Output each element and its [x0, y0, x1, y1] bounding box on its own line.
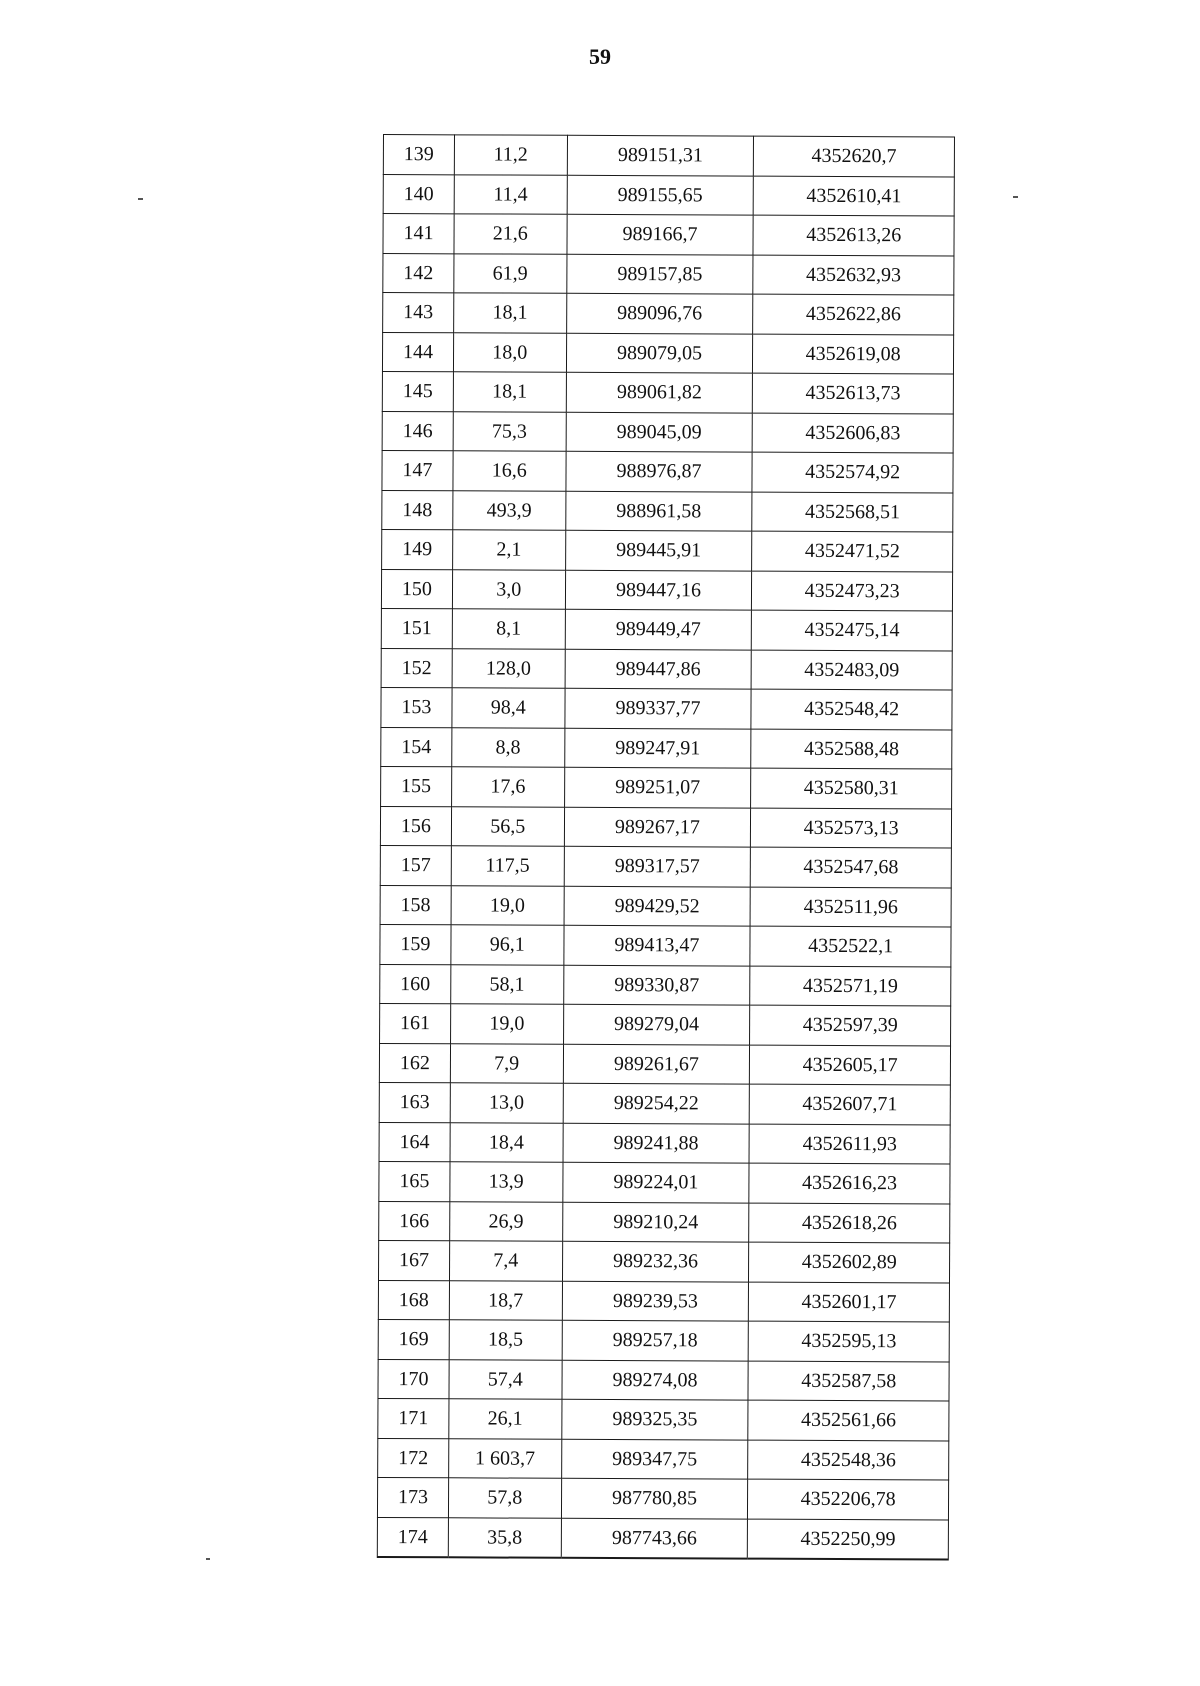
point-number-cell: 139: [383, 135, 454, 175]
y-coordinate-cell: 4352475,14: [752, 610, 953, 650]
table-row: [383, 135, 954, 177]
segment-length-cell: 18,0: [453, 332, 566, 372]
point-number-cell: 152: [381, 648, 452, 688]
x-coordinate-cell: 989429,52: [564, 886, 751, 926]
table-row: [382, 411, 953, 453]
table-row: [380, 1003, 951, 1045]
x-coordinate-cell: 989261,67: [563, 1044, 750, 1084]
segment-length-cell: 18,7: [449, 1280, 562, 1320]
segment-length-cell: 26,9: [450, 1201, 563, 1241]
segment-length-cell: 11,2: [454, 135, 567, 175]
page-number: 59: [589, 44, 611, 69]
segment-length-cell: 98,4: [452, 688, 565, 728]
x-coordinate-cell: 989210,24: [562, 1202, 749, 1242]
x-coordinate-cell: 989274,08: [562, 1360, 749, 1400]
table-row: [381, 648, 952, 690]
y-coordinate-cell: 4352601,17: [749, 1282, 950, 1322]
table-row: [380, 845, 951, 887]
y-coordinate-cell: 4352522,1: [750, 926, 951, 966]
table-row: [379, 1201, 950, 1243]
table-row: [380, 924, 951, 966]
table-row: [379, 1082, 950, 1124]
y-coordinate-cell: 4352573,13: [751, 808, 952, 848]
segment-length-cell: 8,8: [452, 727, 565, 767]
point-number-cell: 166: [379, 1201, 450, 1241]
x-coordinate-cell: 989347,75: [561, 1439, 748, 1479]
y-coordinate-cell: 4352511,96: [750, 887, 951, 927]
table-row: [379, 1122, 950, 1164]
table-row: [379, 1043, 950, 1085]
table-row: [378, 1319, 949, 1361]
y-coordinate-cell: 4352580,31: [751, 768, 952, 808]
point-number-cell: 146: [382, 411, 453, 451]
point-number-cell: 174: [377, 1517, 448, 1557]
x-coordinate-cell: 989239,53: [562, 1281, 749, 1321]
point-number-cell: 141: [383, 214, 454, 254]
point-number-cell: 159: [380, 924, 451, 964]
point-number-cell: 150: [381, 569, 452, 609]
segment-length-cell: 13,9: [450, 1162, 563, 1202]
x-coordinate-cell: 989337,77: [565, 688, 752, 728]
y-coordinate-cell: 4352568,51: [752, 492, 953, 532]
y-coordinate-cell: 4352611,93: [749, 1124, 950, 1164]
segment-length-cell: 18,1: [453, 372, 566, 412]
point-number-cell: 151: [381, 608, 452, 648]
table-row: [378, 1359, 949, 1401]
table-row: [383, 174, 954, 216]
x-coordinate-cell: 989254,22: [563, 1083, 750, 1123]
y-coordinate-cell: 4352588,48: [751, 729, 952, 769]
table-row: [381, 687, 952, 729]
scan-mark: [138, 198, 143, 200]
segment-length-cell: 17,6: [451, 767, 564, 807]
x-coordinate-cell: 989096,76: [566, 293, 753, 333]
x-coordinate-cell: 989045,09: [566, 412, 753, 452]
y-coordinate-cell: 4352548,36: [748, 1440, 949, 1480]
segment-length-cell: 21,6: [454, 214, 567, 254]
segment-length-cell: 117,5: [451, 846, 564, 886]
y-coordinate-cell: 4352206,78: [748, 1479, 949, 1519]
y-coordinate-cell: 4352561,66: [748, 1400, 949, 1440]
point-number-cell: 158: [380, 885, 451, 925]
point-number-cell: 170: [378, 1359, 449, 1399]
y-coordinate-cell: 4352547,68: [751, 847, 952, 887]
x-coordinate-cell: 989267,17: [564, 807, 751, 847]
segment-length-cell: 19,0: [451, 885, 564, 925]
point-number-cell: 167: [378, 1240, 449, 1280]
x-coordinate-cell: 989079,05: [566, 333, 753, 373]
y-coordinate-cell: 4352483,09: [751, 650, 952, 690]
table-row: [381, 569, 952, 611]
segment-length-cell: 96,1: [451, 925, 564, 965]
x-coordinate-cell: 989251,07: [564, 767, 751, 807]
table-row: [378, 1398, 949, 1440]
point-number-cell: 163: [379, 1082, 450, 1122]
point-number-cell: 161: [380, 1003, 451, 1043]
point-number-cell: 165: [379, 1161, 450, 1201]
segment-length-cell: 19,0: [450, 1004, 563, 1044]
x-coordinate-cell: 988976,87: [566, 451, 753, 491]
x-coordinate-cell: 988961,58: [565, 491, 752, 531]
segment-length-cell: 56,5: [451, 806, 564, 846]
x-coordinate-cell: 989330,87: [563, 965, 750, 1005]
x-coordinate-cell: 989447,16: [565, 570, 752, 610]
table-row: [377, 1477, 948, 1519]
y-coordinate-cell: 4352606,83: [752, 413, 953, 453]
x-coordinate-cell: 989325,35: [561, 1399, 748, 1439]
y-coordinate-cell: 4352597,39: [750, 1005, 951, 1045]
segment-length-cell: 57,4: [449, 1359, 562, 1399]
x-coordinate-cell: 989155,65: [567, 175, 754, 215]
table-row: [383, 293, 954, 335]
x-coordinate-cell: 989232,36: [562, 1241, 749, 1281]
point-number-cell: 155: [381, 766, 452, 806]
x-coordinate-cell: 989061,82: [566, 372, 753, 412]
x-coordinate-cell: 987780,85: [561, 1478, 748, 1518]
point-number-cell: 143: [383, 293, 454, 333]
y-coordinate-cell: 4352595,13: [748, 1321, 949, 1361]
x-coordinate-cell: 989224,01: [562, 1162, 749, 1202]
y-coordinate-cell: 4352602,89: [749, 1242, 950, 1282]
x-coordinate-cell: 989247,91: [564, 728, 751, 768]
point-number-cell: 169: [378, 1319, 449, 1359]
point-number-cell: 148: [382, 490, 453, 530]
point-number-cell: 142: [383, 253, 454, 293]
scan-mark: [206, 1558, 210, 1560]
table-row: [382, 450, 953, 492]
table-row: [377, 1517, 948, 1559]
point-number-cell: 172: [378, 1438, 449, 1478]
point-number-cell: 144: [382, 332, 453, 372]
x-coordinate-cell: 989157,85: [566, 254, 753, 294]
point-number-cell: 173: [377, 1477, 448, 1517]
y-coordinate-cell: 4352471,52: [752, 531, 953, 571]
segment-length-cell: 26,1: [449, 1399, 562, 1439]
segment-length-cell: 18,4: [450, 1122, 563, 1162]
y-coordinate-cell: 4352607,71: [749, 1084, 950, 1124]
table-row: [383, 214, 954, 256]
y-coordinate-cell: 4352618,26: [749, 1203, 950, 1243]
x-coordinate-cell: 989166,7: [567, 214, 754, 254]
y-coordinate-cell: 4352250,99: [748, 1519, 949, 1560]
y-coordinate-cell: 4352587,58: [748, 1361, 949, 1401]
point-number-cell: 162: [379, 1043, 450, 1083]
point-number-cell: 156: [380, 806, 451, 846]
y-coordinate-cell: 4352605,17: [750, 1045, 951, 1085]
segment-length-cell: 1 603,7: [448, 1438, 561, 1478]
segment-length-cell: 11,4: [454, 174, 567, 214]
segment-length-cell: 18,5: [449, 1320, 562, 1360]
segment-length-cell: 35,8: [448, 1517, 561, 1557]
y-coordinate-cell: 4352548,42: [751, 689, 952, 729]
table-row: [380, 885, 951, 927]
x-coordinate-cell: 989151,31: [567, 135, 754, 175]
segment-length-cell: 8,1: [452, 609, 565, 649]
segment-length-cell: 128,0: [452, 648, 565, 688]
x-coordinate-cell: 989449,47: [565, 609, 752, 649]
point-number-cell: 157: [380, 845, 451, 885]
y-coordinate-cell: 4352622,86: [753, 294, 954, 334]
point-number-cell: 147: [382, 450, 453, 490]
segment-length-cell: 3,0: [452, 569, 565, 609]
table-row: [378, 1280, 949, 1322]
segment-length-cell: 2,1: [452, 530, 565, 570]
table-row: [381, 766, 952, 808]
y-coordinate-cell: 4352632,93: [753, 255, 954, 295]
y-coordinate-cell: 4352619,08: [753, 334, 954, 374]
y-coordinate-cell: 4352613,26: [753, 215, 954, 255]
x-coordinate-cell: 989413,47: [564, 925, 751, 965]
coordinates-table: [377, 134, 955, 1560]
y-coordinate-cell: 4352613,73: [753, 373, 954, 413]
table-row: [382, 332, 953, 374]
y-coordinate-cell: 4352616,23: [749, 1163, 950, 1203]
y-coordinate-cell: 4352620,7: [754, 136, 955, 176]
segment-length-cell: 18,1: [453, 293, 566, 333]
table-row: [382, 529, 953, 571]
table-row: [379, 1161, 950, 1203]
y-coordinate-cell: 4352473,23: [752, 571, 953, 611]
scan-mark: [1013, 196, 1018, 198]
point-number-cell: 153: [381, 687, 452, 727]
point-number-cell: 149: [382, 529, 453, 569]
point-number-cell: 140: [383, 174, 454, 214]
segment-length-cell: 58,1: [451, 964, 564, 1004]
segment-length-cell: 16,6: [453, 451, 566, 491]
table-row: [382, 371, 953, 413]
x-coordinate-cell: 989447,86: [565, 649, 752, 689]
table-row: [382, 490, 953, 532]
segment-length-cell: 13,0: [450, 1083, 563, 1123]
x-coordinate-cell: 987743,66: [561, 1518, 748, 1559]
point-number-cell: 164: [379, 1122, 450, 1162]
x-coordinate-cell: 989257,18: [562, 1320, 749, 1360]
table-row: [381, 727, 952, 769]
segment-length-cell: 75,3: [453, 411, 566, 451]
table-row: [378, 1240, 949, 1282]
y-coordinate-cell: 4352574,92: [752, 452, 953, 492]
point-number-cell: 154: [381, 727, 452, 767]
table-row: [380, 964, 951, 1006]
segment-length-cell: 7,4: [449, 1241, 562, 1281]
point-number-cell: 160: [380, 964, 451, 1004]
segment-length-cell: 61,9: [454, 253, 567, 293]
x-coordinate-cell: 989317,57: [564, 846, 751, 886]
table-row: [380, 806, 951, 848]
point-number-cell: 168: [378, 1280, 449, 1320]
table-row: [383, 253, 954, 295]
segment-length-cell: 57,8: [448, 1478, 561, 1518]
table-row: [381, 608, 952, 650]
y-coordinate-cell: 4352610,41: [753, 176, 954, 216]
segment-length-cell: 7,9: [450, 1043, 563, 1083]
table-row: [378, 1438, 949, 1480]
x-coordinate-cell: 989241,88: [563, 1123, 750, 1163]
coordinates-table-body: [377, 135, 954, 1560]
segment-length-cell: 493,9: [453, 490, 566, 530]
x-coordinate-cell: 989279,04: [563, 1004, 750, 1044]
point-number-cell: 171: [378, 1398, 449, 1438]
x-coordinate-cell: 989445,91: [565, 530, 752, 570]
point-number-cell: 145: [382, 371, 453, 411]
y-coordinate-cell: 4352571,19: [750, 966, 951, 1006]
